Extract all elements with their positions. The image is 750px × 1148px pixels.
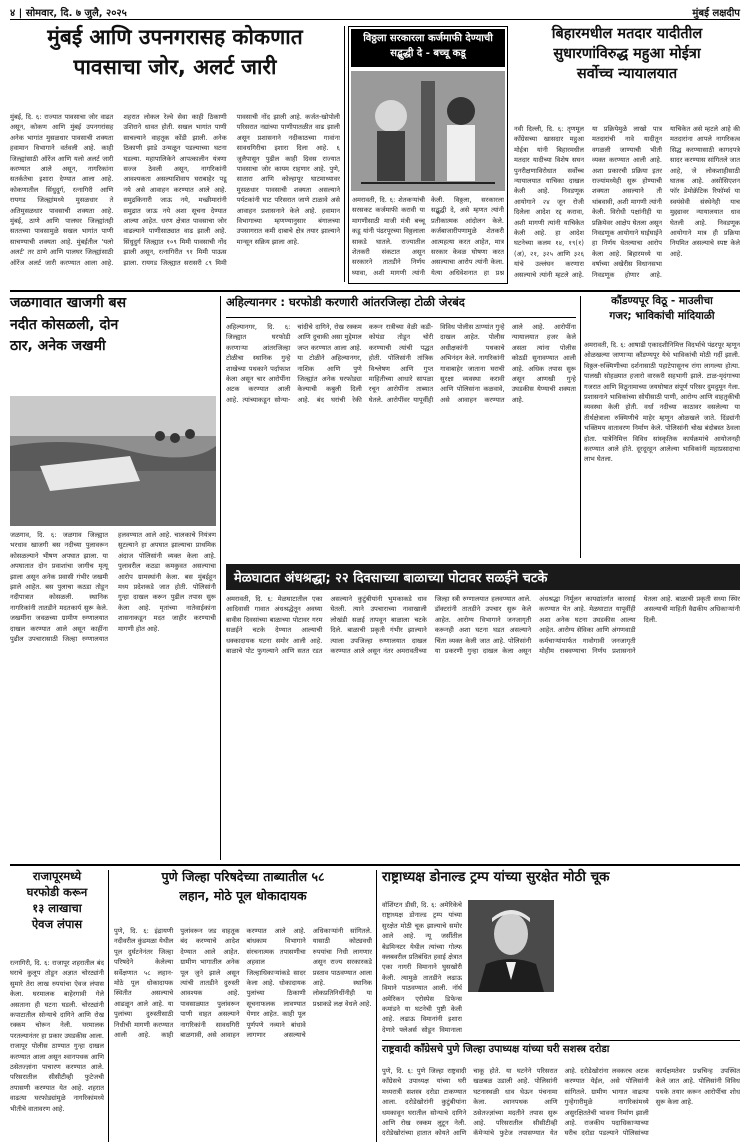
article-kadu-body: अमरावती, दि. ६: शेतकऱ्यांची सरसकट कर्जमाफी करावी या मागणीसाठी माजी मंत्री बच्चू कडू यांनी पंढरपूरच्या विठ्ठलाला साकडे घातले. राज्यातील शेतकरी संकटात असून सरकारने तातडीने निर्णय घ्यावा, अशी मागणी त्यांनी केली. विठ्ठला, सरकारला सद्बुद्धी दे, असे म्हणत त्यांनी प्रतीकात्मक आंदोलन केले. कर्जबाजारीपणामुळे शेतकरी आत्महत्या करत आहेत, मात्र सरकार केवळ घोषणा करत असल्याचा आरोप त्यांनी केला. येत्या अधिवेशनात हा प्रश्न: [352, 196, 504, 277]
section-divider: [10, 864, 740, 866]
headline-line1: जळगावात खाजगी बस: [10, 295, 127, 311]
masthead: मुंबई लक्षदीप: [692, 8, 740, 19]
bus-accident-image: [10, 396, 216, 526]
article-robbery-headline: [382, 1044, 740, 1064]
headline-line1: राजापूरमध्ये: [32, 869, 82, 883]
headline-line1: कौंडण्यपूर विठू - माउलीचा: [611, 295, 713, 307]
article-rain-headline: [10, 26, 340, 108]
article-melghat-banner: मेळघाटात अंधश्रद्धा; २२ दिवसाच्या बाळाच्या पोटावर सळईने चटके: [226, 564, 740, 590]
page-header: [10, 4, 740, 20]
headline: राष्ट्राध्यक्ष डोनाल्ड ट्रम्प यांच्या सुरक्षेत मोठी चूक: [382, 869, 610, 885]
section-divider: [382, 1040, 740, 1041]
headline-line3: सर्वोच्च न्यायालयात: [576, 66, 678, 83]
cartoon-image: [351, 71, 505, 191]
headline-line2: पावसाचा जोर, अलर्ट जारी: [73, 54, 277, 79]
headline-line2: नदीत कोसळली, दोन: [10, 316, 119, 333]
cartoon-illustration: [351, 71, 505, 191]
article-vari-headline: [584, 296, 740, 336]
headline: अहिल्यानगर : घरफोडी करणारी आंतरजिल्हा टोळी जेरबंद: [226, 295, 465, 309]
column-divider: [220, 296, 221, 860]
column-divider: [580, 296, 581, 558]
article-rajapur-headline: [10, 870, 104, 954]
headline-line1: पुणे जिल्हा परिषदेच्या ताब्यातील ५८: [161, 869, 325, 884]
article-theft-body: अहिल्यानगर, दि. ६: जिल्ह्यात घरफोडी करणाऱ्या आंतरजिल्हा टोळीचा स्थानिक गुन्हे शाखेच्या पथकाने पर्दाफाश केला असून चार आरोपींना अटक करण्यात आली आहे. त्यांच्याकडून सोन्या-चांदीचे दागिने, रोख रक्कम आणि दुचाकी असा मुद्देमाल जप्त करण्यात आला आहे. या टोळीने अहिल्यानगर, नाशिक आणि पुणे जिल्ह्यांत अनेक घरफोड्या केल्याची कबुली दिली आहे. बंद घरांची रेकी करून रात्रीच्या वेळी कडी-कोयंडा तोडून चोरी करण्याची त्यांची पद्धत होती. पोलिसांनी तांत्रिक विश्लेषण आणि गुप्त माहितीच्या आधारे सापळा रचून आरोपींना ताब्यात घेतले. आरोपींवर यापूर्वीही विविध पोलीस ठाण्यांत गुन्हे दाखल आहेत. पोलीस अधीक्षकांनी पथकाचे अभिनंदन केले. नागरिकांनी गावाबाहेर जाताना घराची सुरक्षा व्यवस्था करावी आणि पोलिसांना कळवावे, असे आवाहन करण्यात आले आहे. आरोपींना न्यायालयात हजर केले असता त्यांना पोलीस कोठडी सुनावण्यात आली आहे. अधिक तपास सुरू असून आणखी गुन्हे उघडकीस येण्याची शक्यता आहे.: [226, 323, 576, 404]
date-text: सोमवार, दि. ७ जुलै, २०२५: [25, 8, 127, 19]
article-moitra-body: नवी दिल्ली, दि. ६: तृणमूल काँग्रेसच्या खासदार महुआ मोईत्रा यांनी बिहारमधील मतदार यादीच्या विशेष सघन पुनरीक्षणाविरोधात सर्वोच्च न्यायालयात याचिका दाखल केली आहे. निवडणूक आयोगाने २४ जून रोजी दिलेला आदेश रद्द करावा, अशी मागणी त्यांनी याचिकेत केली आहे. हा आदेश घटनेच्या कलम १४, १९(१)(अ), २१, ३२५ आणि ३२६ यांचे उल्लंघन करणारा असल्याचे त्यांनी म्हटले आहे. या प्रक्रियेमुळे लाखो पात्र मतदारांची नावे यादीतून वगळली जाण्याची भीती व्यक्त करण्यात आली आहे. अशा प्रकारची प्रक्रिया इतर राज्यांमध्येही सुरू होण्याची शक्यता असल्याने ती थांबवावी, अशी मागणी त्यांनी केली. विरोधी पक्षांनीही या प्रक्रियेवर आक्षेप घेतला असून निवडणूक आयोगाने घाईघाईने हा निर्णय घेतल्याचा आरोप केला आहे. बिहारमध्ये या वर्षाच्या अखेरीस विधानसभा निवडणूक होणार आहे. याचिकेत असे म्हटले आहे की मतदारांना आपले नागरिकत्व सिद्ध करण्यासाठी कागदपत्रे सादर करण्यास सांगितले जात आहे, जे लोकशाहीसाठी घातक आहे. असोसिएशन फॉर डेमोक्रॅटिक रिफॉर्म्स या स्वयंसेवी संस्थेनेही याच मुद्द्यावर न्यायालयात धाव घेतली आहे. निवडणूक आयोगाने मात्र ही प्रक्रिया नियमित असल्याचे स्पष्ट केले आहे.: [514, 125, 740, 279]
article-trump-headline: [382, 870, 740, 896]
article-kadu-box: [348, 26, 508, 284]
bus-accident-photo: [10, 396, 216, 526]
article-kadu-banner: विठ्ठला सरकारला कर्जमाफी देण्याची सद्बुद्धी दे - बच्चू कडू: [351, 29, 505, 67]
headline-line2: सुधारणांविरुद्ध महुआ मोईत्रा: [553, 46, 701, 63]
article-moitra-headline: [514, 26, 740, 120]
article-trump-body-continued: [560, 900, 740, 1036]
headline-line4: ऐवज लंपास: [31, 916, 83, 931]
article-trump-section: [382, 900, 740, 1036]
column-divider: [376, 870, 377, 1142]
page-number: ४: [10, 8, 16, 19]
article-bridges-headline: [114, 870, 372, 922]
headline-line3: ठार, अनेक जखमी: [10, 338, 106, 355]
article-bus-body: जळगाव, दि. ६: जळगाव जिल्ह्यात भरधाव खाजगी बस नदीच्या पुलावरून कोसळल्याने भीषण अपघात झाला. या अपघातात दोन प्रवाशांचा जागीच मृत्यू झाला असून अनेक प्रवासी गंभीर जखमी झाले आहेत. बस पुलाचा कठडा तोडून नदीपात्रात कोसळली. स्थानिक नागरिकांनी तातडीने मदतकार्य सुरू केले. जखमींना जवळच्या ग्रामीण रुग्णालयात दाखल करण्यात आले असून काहींना पुढील उपचारासाठी जिल्हा रुग्णालयात हलवण्यात आले आहे. चालकाचे नियंत्रण सुटल्याने हा अपघात झाल्याचा प्राथमिक अंदाज पोलिसांनी व्यक्त केला आहे. पुलावरील कठडा कमकुवत असल्याचा आरोप ग्रामस्थांनी केला. बस मुंबईहून मध्य प्रदेशकडे जात होती. पोलिसांनी गुन्हा दाखल करून पुढील तपास सुरू केला आहे. मृतांच्या नातेवाईकांना शासनाकडून मदत जाहीर करण्याची मागणी होत आहे.: [10, 531, 216, 644]
portrait-image: [468, 900, 554, 992]
section-divider: [10, 290, 740, 292]
headline-line2: गजर; भाविकांची मांदियाळी: [609, 309, 715, 322]
article-bus-headline: [10, 296, 216, 392]
headline-line1: मुंबई आणि उपनगरासह कोकणात: [47, 25, 303, 49]
article-rajapur-body: रत्नागिरी, दि. ६: राजापूर शहरातील बंद घराचे कुलूप तोडून अज्ञात चोरट्यांनी सुमारे तेरा लाख रुपयांचा ऐवज लंपास केला. घरमालक बाहेरगावी गेले असताना ही घटना घडली. चोरट्यांनी कपाटातील सोन्याचे दागिने आणि रोख रक्कम चोरून नेली. घरमालक परतल्यानंतर हा प्रकार उघडकीस आला. राजापूर पोलीस ठाण्यात गुन्हा दाखल करण्यात आला असून श्वानपथक आणि ठसेतज्ज्ञांना पाचारण करण्यात आले. परिसरातील सीसीटीव्ही फुटेजची तपासणी करण्यात येत आहे. शहरात वाढत्या घरफोड्यांमुळे नागरिकांमध्ये भीतीचे वातावरण आहे.: [10, 959, 104, 1113]
trump-photo: [468, 900, 554, 992]
article-trump-body: वॉशिंग्टन डीसी, दि. ६: अमेरिकेचे राष्ट्राध्यक्ष डोनाल्ड ट्रम्प यांच्या सुरक्षेत मोठी चूक झाल्याचे समोर आले आहे. न्यू जर्सीतील बेडमिन्स्टर येथील त्यांच्या गोल्फ क्लबवरील प्रतिबंधित हवाई क्षेत्रात एका नागरी विमानाने घुसखोरी केली. त्यामुळे तातडीने लढाऊ विमाने पाठवण्यात आली. नॉर्थ अमेरिकन एरोस्पेस डिफेन्स कमांडने या घटनेची पुष्टी केली आहे. लढाऊ विमानांनी इशारा देणारे फ्लेअर्स सोडून विमानाला: [382, 901, 462, 1034]
article-robbery-body: पुणे, दि. ६: पुणे जिल्हा राष्ट्रवादी काँग्रेसचे उपाध्यक्ष यांच्या घरी मध्यरात्री सशस्त्र दरोडा टाकण्यात आला. दरोडेखोरांनी कुटुंबीयांना धमकावून घरातील सोन्याचे दागिने आणि रोख रक्कम लुटून नेली. दरोडेखोरांच्या हातात कोयते आणि चाकू होते. या घटनेने परिसरात खळबळ उडाली आहे. पोलिसांनी घटनास्थळी धाव घेऊन पंचनामा केला. श्वानपथक आणि ठसेतज्ज्ञांच्या मदतीने तपास सुरू आहे. परिसरातील सीसीटीव्ही कॅमेऱ्यांचे फुटेज तपासण्यात येत आहे. दरोडेखोरांना लवकरच अटक करण्यात येईल, असे पोलिसांनी सांगितले. ग्रामीण भागात वाढत्या गुन्हेगारीमुळे नागरिकांमध्ये असुरक्षिततेची भावना निर्माण झाली आहे. राजकीय पदाधिकाऱ्याच्या घरीच दरोडा पडल्याने पोलिसांच्या कार्यक्षमतेवर प्रश्नचिन्ह उपस्थित केले जात आहे. पोलिसांनी विविध पथके तयार करून आरोपींचा शोध सुरू केला आहे.: [382, 1067, 740, 1138]
column-divider: [108, 870, 109, 1142]
date-line: ४ | सोमवार, दि. ७ जुलै, २०२५: [10, 8, 127, 19]
headline: राष्ट्रवादी काँग्रेसचे पुणे जिल्हा उपाध्यक्ष यांच्या घरी सशस्त्र दरोडा: [382, 1044, 610, 1055]
article-rain-body: मुंबई, दि. ६: राज्यात पावसाचा जोर वाढत असून, कोकण आणि मुंबई उपनगरांसह अनेक भागांत मुसळधार पावसाची शक्यता हवामान विभागाने वर्तवली आहे. काही जिल्ह्यांसाठी ऑरेंज आणि यलो अलर्ट जारी करण्यात आले असून, नागरिकांना सतर्कतेचा इशारा देण्यात आला आहे. कोकणातील सिंधुदुर्ग, रत्नागिरी आणि रायगड जिल्ह्यांमध्ये मुसळधार ते अतिमुसळधार पावसाची शक्यता आहे. मुंबई, ठाणे आणि पालघर जिल्ह्यांतही सततच्या पावसामुळे सखल भागांत पाणी साचण्याची शक्यता आहे. मुंबईतील 'यलो अलर्ट' तर ठाणे आणि पालघर जिल्ह्यांसाठी ऑरेंज अलर्ट जारी करण्यात आला आहे. शहरात लोकल रेल्वे सेवा काही ठिकाणी उशिराने धावत होती. सखल भागांत पाणी साचल्याने वाहतूक कोंडी झाली. अनेक ठिकाणी झाडे उन्मळून पडल्याच्या घटना घडल्या. महापालिकेने आपत्कालीन यंत्रणा सज्ज ठेवली असून, नागरिकांनी आवश्यकता असल्याशिवाय घराबाहेर पडू नये असे आवाहन करण्यात आले आहे. समुद्रकिनारी जाऊ नये, मच्छीमारांनी समुद्रात जाऊ नये अशा सूचना देण्यात आल्या आहेत. धरण क्षेत्रात पावसाचा जोर वाढल्याने पाणीसाठ्यात वाढ झाली आहे. सिंधुदुर्ग जिल्ह्यात १०९ मिमी पावसाची नोंद झाली असून, रत्नागिरीत ९१ मिमी पाऊस झाला. रायगड जिल्ह्यात सरासरी ८९ मिमी पावसाची नोंद झाली आहे. कर्जत-खोपोली परिसरात नद्यांच्या पाणीपातळीत वाढ झाली असून प्रशासनाने नदीकाठच्या गावांना सावधगिरीचा इशारा दिला आहे. ६ जुलैपासून पुढील काही दिवस राज्यात पावसाचा जोर कायम राहणार आहे. पुणे, सातारा आणि कोल्हापूर घाटमाथ्यावर मुसळधार पावसाची शक्यता असल्याने पर्यटकांनी घाट परिसरात जाणे टाळावे असे आवाहन प्रशासनाने केले आहे. हवामान विभागाच्या म्हणण्यानुसार बंगालच्या उपसागरात कमी दाबाचे क्षेत्र तयार झाल्याने मान्सून सक्रिय झाला आहे.: [10, 113, 340, 267]
article-vari-body: अमरावती, दि. ६: आषाढी एकादशीनिमित्त विदर्भाचे पंढरपूर म्हणून ओळखल्या जाणाऱ्या कौंडण्यपूर येथे भाविकांची मोठी गर्दी झाली. विठ्ठल-रुक्मिणीच्या दर्शनासाठी पहाटेपासूनच रांगा लागल्या होत्या. पालखी सोहळ्यात हजारो वारकरी सहभागी झाले. टाळ-मृदंगाच्या गजरात आणि विठूनामाच्या जयघोषात संपूर्ण परिसर दुमदुमून गेला. प्रशासनाने भाविकांच्या सोयीसाठी पाणी, आरोग्य आणि वाहतुकीची व्यवस्था केली होती. वर्धा नदीच्या काठावर वसलेल्या या तीर्थक्षेत्राला रुक्मिणीचे माहेर म्हणून ओळखले जाते. दिंड्यांनी भक्तिमय वातावरण निर्माण केले. पोलिसांनी चोख बंदोबस्त ठेवला होता. यात्रेनिमित्त विविध सांस्कृतिक कार्यक्रमांचे आयोजनही करण्यात आले होते. दूरदूरहून आलेल्या भाविकांनी महाप्रसादाचा लाभ घेतला.: [584, 341, 740, 464]
column-divider: [344, 26, 345, 282]
headline-line2: घरफोडी करून: [26, 884, 88, 899]
article-melghat-body: अमरावती, दि. ६: मेळघाटातील एका आदिवासी गावात अंधश्रद्धेतून अवघ्या बावीस दिवसांच्या बाळाच्या पोटावर गरम सळईने चटके देण्यात आल्याची धक्कादायक घटना समोर आली आहे. बाळाचे पोट फुगल्याने आणि सतत रडत असल्याने कुटुंबीयांनी भुमकाकडे धाव घेतली. त्याने उपचाराच्या नावाखाली लोखंडी सळई तापवून बाळाला चटके दिले. बाळाची प्रकृती गंभीर झाल्याने त्याला उपजिल्हा रुग्णालयात दाखल करण्यात आले असून नंतर अमरावतीच्या जिल्हा स्त्री रुग्णालयात हलवण्यात आले. डॉक्टरांनी तातडीने उपचार सुरू केले आहेत. आरोग्य विभागाने जनजागृती करूनही अशा घटना घडत असल्याने चिंता व्यक्त केली जात आहे. पोलिसांनी या प्रकरणी गुन्हा दाखल केला असून अंधश्रद्धा निर्मूलन कायद्यांतर्गत कारवाई करण्यात येत आहे. मेळघाटात यापूर्वीही अशा अनेक घटना उघडकीस आल्या आहेत. आरोग्य सेविका आणि अंगणवाडी कर्मचाऱ्यांमार्फत गावोगावी जनजागृती मोहीम राबवण्याचा निर्णय प्रशासनाने घेतला आहे. बाळाची प्रकृती सध्या स्थिर असल्याची माहिती वैद्यकीय अधिकाऱ्यांनी दिली.: [226, 595, 740, 656]
article-bridges-body: पुणे, दि. ६: इंद्रायणी नदीवरील कुंडमळा येथील पूल दुर्घटनेनंतर जिल्हा परिषदेने केलेल्या सर्वेक्षणात ५८ लहान-मोठे पूल धोकादायक स्थितीत असल्याचे आढळून आले आहे. या पुलांच्या दुरुस्तीसाठी निधीची मागणी करण्यात आली आहे. काही पुलांवरून जड वाहतूक बंद करण्याचे आदेश देण्यात आले आहेत. ग्रामीण भागातील अनेक पूल जुने झाले असून त्यांची तातडीने दुरुस्ती आवश्यक आहे. पावसाळ्यात पुलांवरून पाणी वाहत असल्याने नागरिकांनी सावधगिरी बाळगावी, असे आवाहन करण्यात आले आहे. बांधकाम विभागाने संरचनात्मक तपासणीचा अहवाल जिल्हाधिकाऱ्यांकडे सादर केला आहे. धोकादायक पुलांच्या ठिकाणी सूचनाफलक लावण्यात येणार आहेत. काही पूल पूर्णपणे नव्याने बांधावे लागणार असल्याचे अधिकाऱ्यांनी सांगितले. यासाठी कोट्यवधी रुपयांचा निधी लागणार असून राज्य सरकारकडे प्रस्ताव पाठवण्यात आला आहे. स्थानिक लोकप्रतिनिधींनीही या प्रश्नाकडे लक्ष वेधले आहे.: [114, 927, 372, 1040]
headline-line1: बिहारमधील मतदार यादीतील: [551, 26, 703, 42]
headline-line3: १३ लाखाचा: [32, 900, 82, 915]
article-theft-banner: [226, 296, 576, 318]
headline-line2: लहान, मोठे पूल धोकादायक: [179, 888, 307, 903]
